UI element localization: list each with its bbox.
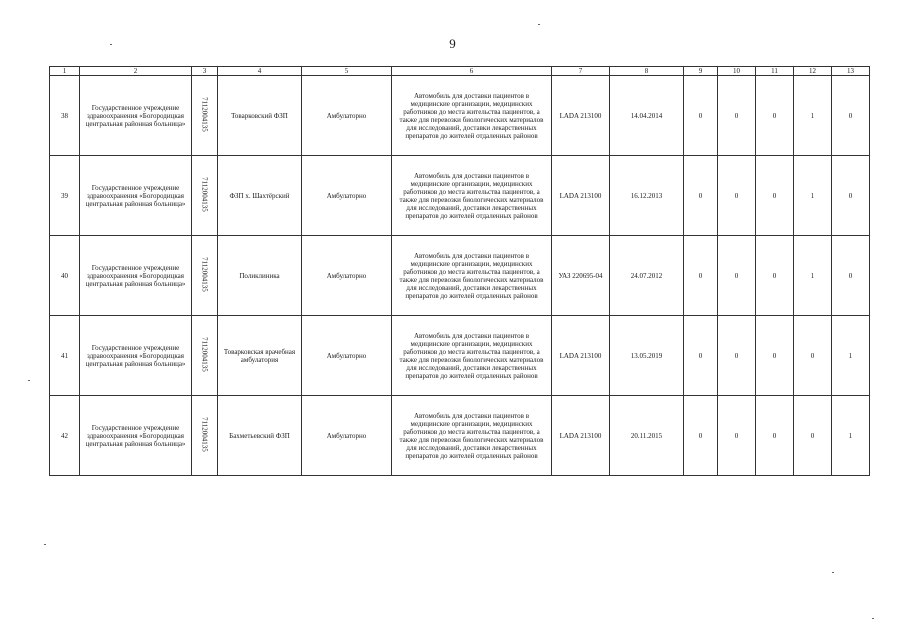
row-number-cell: 40 <box>50 236 80 316</box>
inn-text: 7112004135 <box>200 97 209 132</box>
care-form-cell: Амбулаторно <box>302 76 392 156</box>
organization-cell: Государственное учреждение здравоохранения «Богородицкая центральная районная больница» <box>80 76 192 156</box>
column-11-cell: 0 <box>756 396 794 476</box>
care-form-cell: Амбулаторно <box>302 236 392 316</box>
column-10-cell: 0 <box>718 236 756 316</box>
table-body <box>50 67 870 476</box>
column-11-cell: 0 <box>756 76 794 156</box>
table-row <box>50 76 870 156</box>
table-header-row <box>50 67 870 76</box>
table-row <box>50 316 870 396</box>
vehicle-registry-table <box>49 66 870 476</box>
vehicle-model-cell: LADA 213100 <box>552 396 610 476</box>
vehicle-purpose-cell: Автомобиль для доставки пациентов в медицинские организации, медицинских работников до места жительства пациентов, а также для перевозки биологических материалов для исследований, доставки лекарственных препаратов до жителей отдаленных районов <box>392 156 552 236</box>
row-number-cell: 42 <box>50 396 80 476</box>
organization-cell: Государственное учреждение здравоохранения «Богородицкая центральная районная больница» <box>80 396 192 476</box>
acquisition-date-cell: 14.04.2014 <box>610 76 684 156</box>
inn-text: 7112004135 <box>200 417 209 452</box>
column-number-header: 10 <box>718 67 756 76</box>
column-10-cell: 0 <box>718 156 756 236</box>
column-number-header: 6 <box>392 67 552 76</box>
column-10-cell: 0 <box>718 76 756 156</box>
care-form-cell: Амбулаторно <box>302 396 392 476</box>
vehicle-model-cell: LADA 213100 <box>552 76 610 156</box>
column-13-cell: 1 <box>832 316 870 396</box>
unit-cell: Поликлиника <box>218 236 302 316</box>
column-13-cell: 0 <box>832 236 870 316</box>
inn-text: 7112004135 <box>200 177 209 212</box>
inn-text: 7112004135 <box>200 257 209 292</box>
vehicle-model-cell: LADA 213100 <box>552 156 610 236</box>
column-10-cell: 0 <box>718 396 756 476</box>
column-number-header: 12 <box>794 67 832 76</box>
row-number-cell: 38 <box>50 76 80 156</box>
column-number-header: 11 <box>756 67 794 76</box>
scan-speck <box>538 24 540 25</box>
table-row <box>50 396 870 476</box>
column-11-cell: 0 <box>756 316 794 396</box>
column-10-cell: 0 <box>718 316 756 396</box>
scan-speck <box>872 618 874 619</box>
inn-cell <box>192 316 218 396</box>
inn-cell <box>192 236 218 316</box>
column-13-cell: 0 <box>832 156 870 236</box>
table-row <box>50 236 870 316</box>
column-number-header: 9 <box>684 67 718 76</box>
column-number-header: 13 <box>832 67 870 76</box>
acquisition-date-cell: 20.11.2015 <box>610 396 684 476</box>
column-12-cell: 1 <box>794 76 832 156</box>
column-9-cell: 0 <box>684 396 718 476</box>
column-9-cell: 0 <box>684 316 718 396</box>
organization-cell: Государственное учреждение здравоохранения «Богородицкая центральная районная больница» <box>80 156 192 236</box>
organization-cell: Государственное учреждение здравоохранения «Богородицкая центральная районная больница» <box>80 316 192 396</box>
column-number-header: 4 <box>218 67 302 76</box>
inn-cell <box>192 156 218 236</box>
column-12-cell: 0 <box>794 316 832 396</box>
scan-speck <box>28 380 30 381</box>
vehicle-purpose-cell: Автомобиль для доставки пациентов в медицинские организации, медицинских работников до места жительства пациентов, а также для перевозки биологических материалов для исследований, доставки лекарственных препаратов до жителей отдаленных районов <box>392 236 552 316</box>
vehicle-purpose-cell: Автомобиль для доставки пациентов в медицинские организации, медицинских работников до места жительства пациентов, а также для перевозки биологических материалов для исследований, доставки лекарственных препаратов до жителей отдаленных районов <box>392 76 552 156</box>
care-form-cell: Амбулаторно <box>302 156 392 236</box>
column-11-cell: 0 <box>756 156 794 236</box>
vehicle-model-cell: УАЗ 220695-04 <box>552 236 610 316</box>
table-row <box>50 156 870 236</box>
column-12-cell: 1 <box>794 156 832 236</box>
column-12-cell: 0 <box>794 396 832 476</box>
page-number: 9 <box>449 36 456 51</box>
column-number-header: 2 <box>80 67 192 76</box>
column-9-cell: 0 <box>684 236 718 316</box>
acquisition-date-cell: 24.07.2012 <box>610 236 684 316</box>
inn-text: 7112004135 <box>200 337 209 372</box>
column-number-header: 3 <box>192 67 218 76</box>
care-form-cell: Амбулаторно <box>302 316 392 396</box>
unit-cell: ФЗП х. Шахтёрский <box>218 156 302 236</box>
row-number-cell: 41 <box>50 316 80 396</box>
inn-cell <box>192 396 218 476</box>
vehicle-purpose-cell: Автомобиль для доставки пациентов в медицинские организации, медицинских работников до места жительства пациентов, а также для перевозки биологических материалов для исследований, доставки лекарственных препаратов до жителей отдаленных районов <box>392 316 552 396</box>
scan-speck <box>110 44 112 45</box>
unit-cell: Товарковская врачебная амбулатория <box>218 316 302 396</box>
row-number-cell: 39 <box>50 156 80 236</box>
column-number-header: 8 <box>610 67 684 76</box>
column-12-cell: 1 <box>794 236 832 316</box>
unit-cell: Товарковский ФЗП <box>218 76 302 156</box>
column-9-cell: 0 <box>684 156 718 236</box>
scan-speck <box>44 544 46 545</box>
column-11-cell: 0 <box>756 236 794 316</box>
column-number-header: 5 <box>302 67 392 76</box>
column-number-header: 1 <box>50 67 80 76</box>
unit-cell: Бахметьевский ФЗП <box>218 396 302 476</box>
vehicle-purpose-cell: Автомобиль для доставки пациентов в медицинские организации, медицинских работников до места жительства пациентов, а также для перевозки биологических материалов для исследований, доставки лекарственных препаратов до жителей отдаленных районов <box>392 396 552 476</box>
column-number-header: 7 <box>552 67 610 76</box>
organization-cell: Государственное учреждение здравоохранения «Богородицкая центральная районная больница» <box>80 236 192 316</box>
acquisition-date-cell: 13.05.2019 <box>610 316 684 396</box>
scan-speck <box>832 572 834 573</box>
column-9-cell: 0 <box>684 76 718 156</box>
column-13-cell: 1 <box>832 396 870 476</box>
column-13-cell: 0 <box>832 76 870 156</box>
acquisition-date-cell: 16.12.2013 <box>610 156 684 236</box>
inn-cell <box>192 76 218 156</box>
vehicle-model-cell: LADA 213100 <box>552 316 610 396</box>
